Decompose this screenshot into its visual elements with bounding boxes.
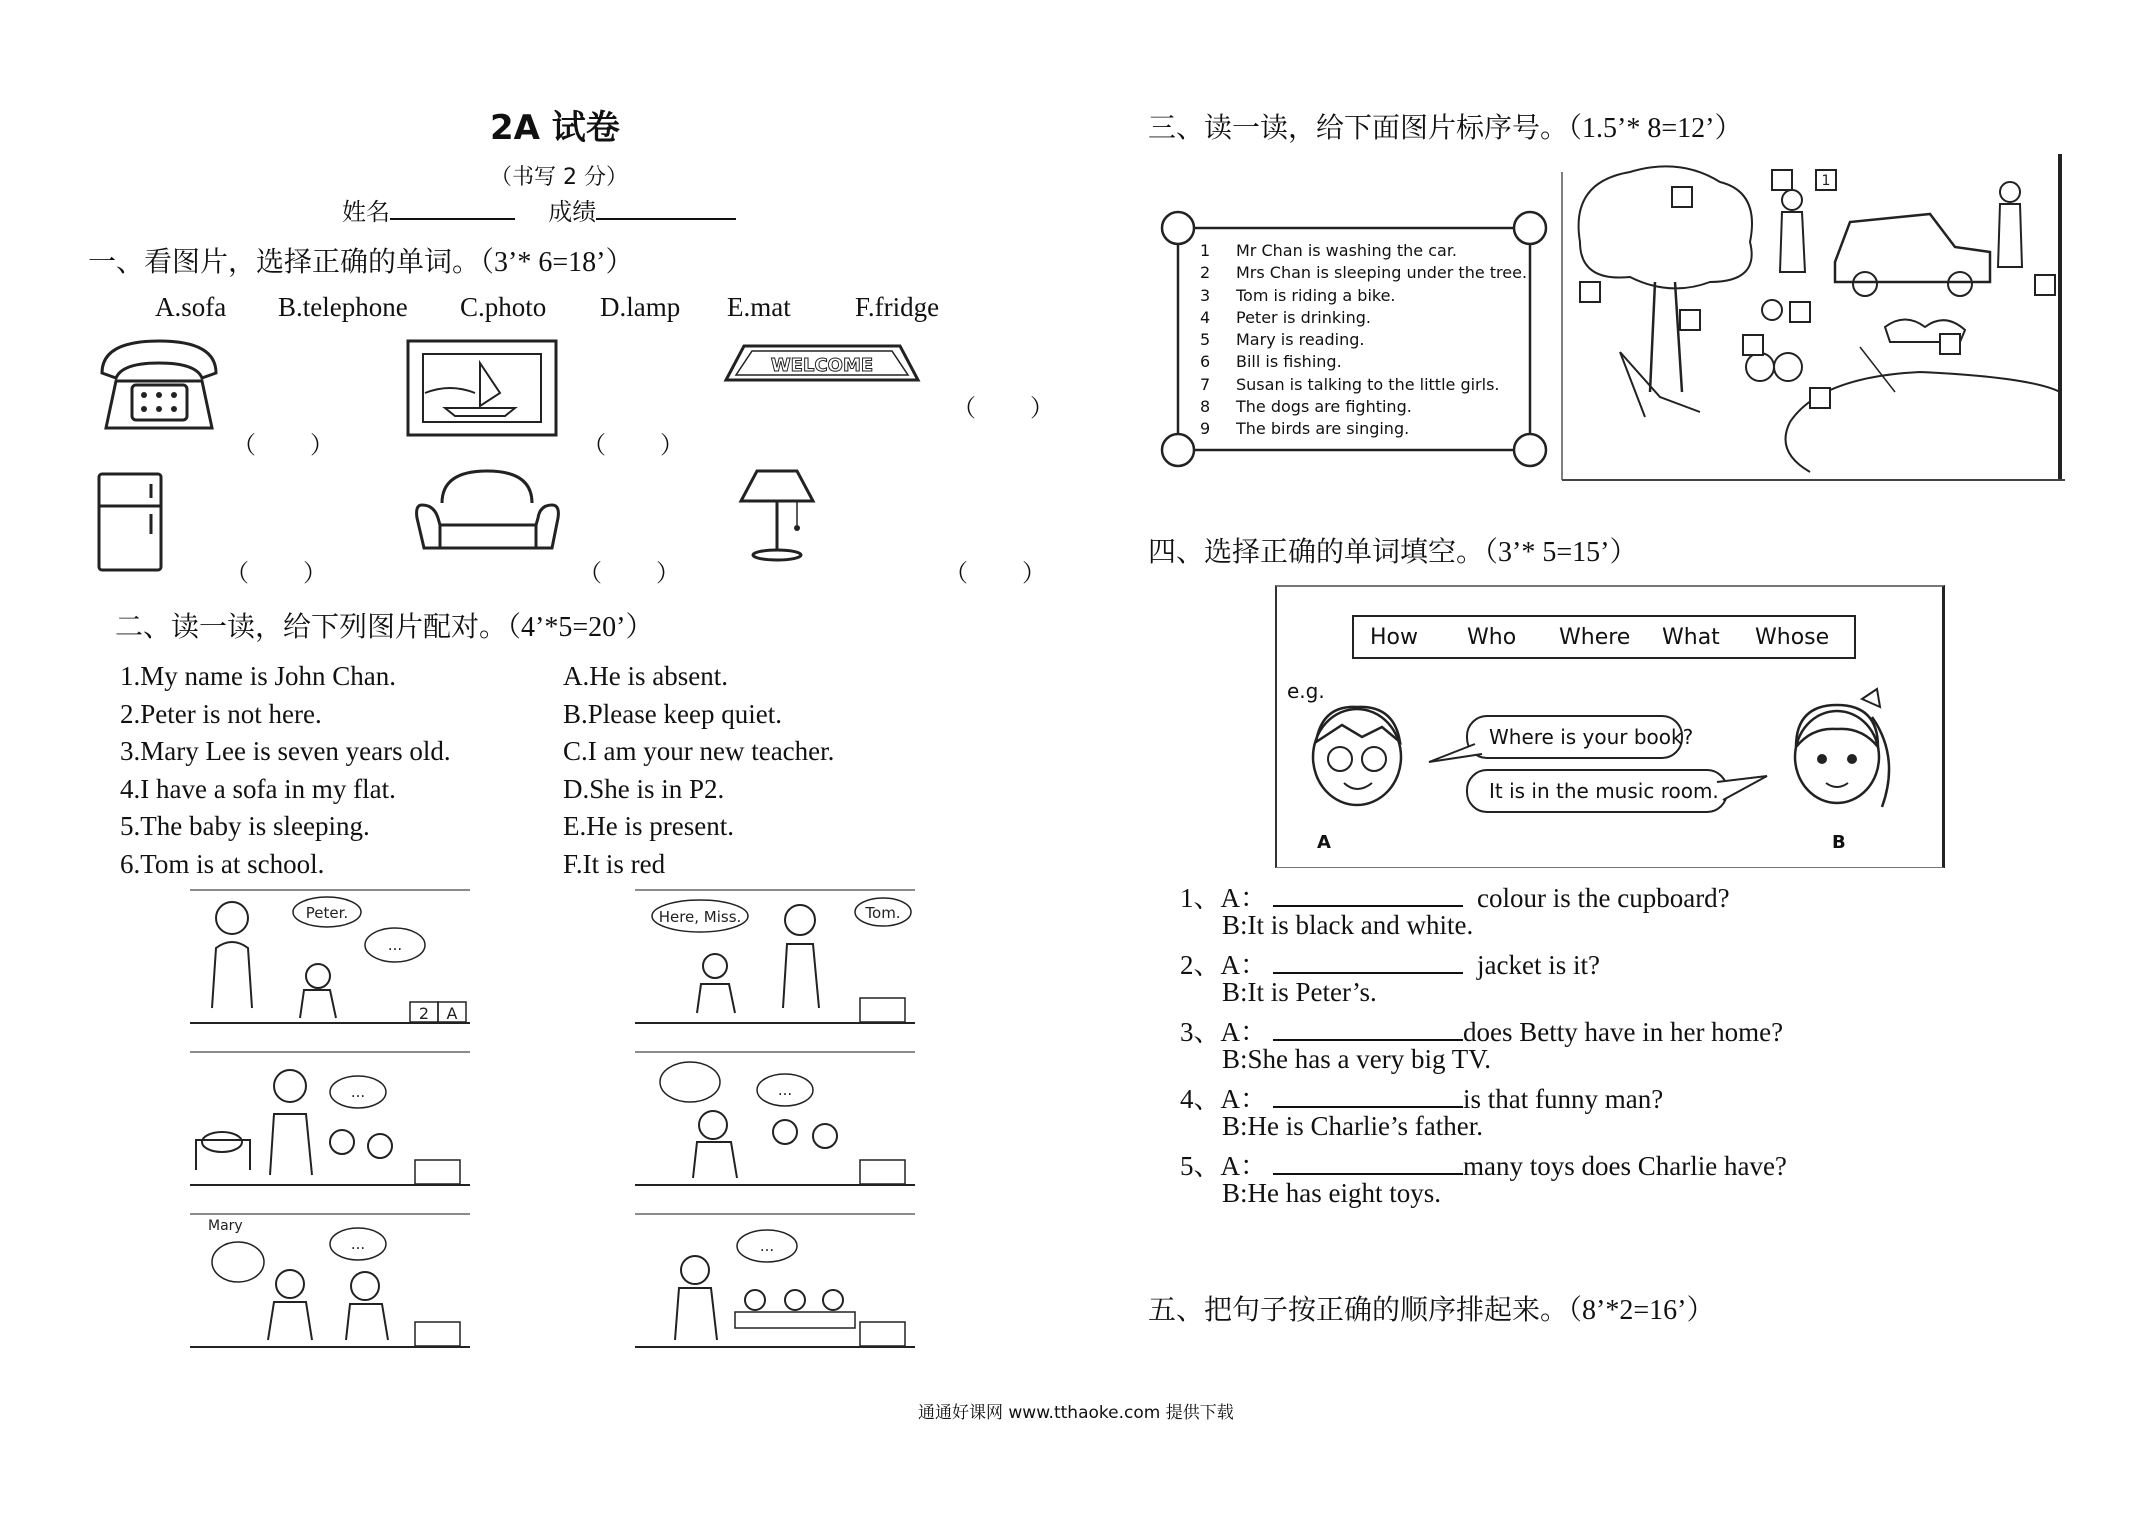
question-num: 5、A： <box>1180 1151 1267 1181</box>
part2-right-list <box>563 658 834 883</box>
part3-sentence-list <box>1200 240 1527 441</box>
bubble-here-miss: Here, Miss. <box>658 908 742 926</box>
board-letter: A <box>446 1004 458 1023</box>
option-photo: C.photo <box>460 292 547 322</box>
answer-paren-1[interactable]: （ ） <box>232 433 336 459</box>
name-label: 姓名 <box>342 198 390 226</box>
answer-paren-3[interactable]: （ ） <box>952 396 1056 422</box>
question-5: 5、A： many toys does Charlie have? <box>1180 1144 1787 1183</box>
part5-heading: 五、把句子按正确的顺序排起来。（8’*2=16’） <box>1148 1295 1715 1326</box>
question-num: 3、A： <box>1180 1017 1267 1047</box>
bubble-question: Where is your book? <box>1489 725 1694 749</box>
word-what: What <box>1662 625 1720 650</box>
answer-4: B:He is Charlie’s father. <box>1222 1111 1483 1141</box>
bubble-dots-6: ... <box>759 1237 775 1255</box>
photo-frame-icon <box>405 338 560 438</box>
example-number: 1 <box>1821 173 1831 189</box>
sentence-5: 5.The baby is sleeping. <box>120 811 370 841</box>
sentence-c: C.I am your new teacher. <box>563 736 835 766</box>
sentence-d: D.She is in P2. <box>563 773 725 804</box>
part2-left-list <box>120 658 451 883</box>
part3-item-8: 8 The dogs are fighting. <box>1200 397 1412 417</box>
option-telephone: B.telephone <box>278 292 408 322</box>
option-lamp: D.lamp <box>600 292 681 322</box>
answer-1: B:It is black and white. <box>1222 910 1474 940</box>
part4-heading: 四、选择正确的单词填空。（3’* 5=15’） <box>1148 537 1638 568</box>
word-where: Where <box>1559 625 1631 650</box>
label-b: B <box>1832 832 1846 853</box>
name-field[interactable] <box>342 192 736 227</box>
question-4: 4、A： is that funny man? <box>1180 1077 1663 1116</box>
question-3: 3、A： does Betty have in her home? <box>1180 1010 1783 1049</box>
sentence-f: F.It is red <box>563 848 666 879</box>
question-1: 1、A： colour is the cupboard? <box>1180 876 1730 915</box>
fill-blank-1[interactable] <box>1273 879 1463 907</box>
answer-paren-5[interactable]: （ ） <box>578 561 682 587</box>
sofa-icon <box>412 463 562 555</box>
sentence-4: 4.I have a sofa in my flat. <box>120 773 396 804</box>
footer-text: 通通好课网 www.tthaoke.com 提供下载 <box>918 1403 1234 1423</box>
page-subtitle: （书写 2 分） <box>490 165 628 190</box>
label-a: A <box>1317 832 1331 853</box>
telephone-icon <box>92 333 227 438</box>
part3-item-1: 1 Mr Chan is washing the car. <box>1200 241 1458 260</box>
sentence-e: E.He is present. <box>563 811 734 841</box>
bubble-dots-3: ... <box>350 1083 366 1101</box>
part2-heading: 二、读一读，给下列图片配对。（4’*5=20’） <box>115 612 654 643</box>
eg-label: e.g. <box>1287 679 1325 703</box>
answer-3: B:She has a very big TV. <box>1222 1044 1491 1074</box>
bubble-dots-1: ... <box>387 936 403 954</box>
bubble-peter: Peter. <box>305 904 349 922</box>
comic-panel-3 <box>190 1050 470 1190</box>
lamp-icon <box>735 465 825 565</box>
welcome-mat-icon <box>722 340 922 390</box>
question-num: 2、A： <box>1180 950 1267 980</box>
part3-item-9: 9 The birds are singing. <box>1200 419 1410 439</box>
comic-panel-1 <box>190 888 470 1028</box>
page-title: 2A 试卷 <box>490 108 620 148</box>
word-who: Who <box>1467 625 1517 650</box>
part1-heading: 一、看图片，选择正确的单词。（3’* 6=18’） <box>88 247 634 278</box>
fridge-icon <box>95 470 167 576</box>
answer-5: B:He has eight toys. <box>1222 1178 1441 1208</box>
fill-blank-5[interactable] <box>1273 1147 1463 1175</box>
part3-heading: 三、读一读，给下面图片标序号。（1.5’* 8=12’） <box>1148 113 1743 144</box>
answer-paren-6[interactable]: （ ） <box>944 561 1048 587</box>
sentence-6: 6.Tom is at school. <box>120 848 325 879</box>
part3-item-6: 6 Bill is fishing. <box>1200 352 1342 372</box>
comic-panel-2 <box>635 888 915 1028</box>
bubble-tom: Tom. <box>865 904 901 922</box>
girl-face-icon <box>1782 687 1902 827</box>
bubble-dots-4: ... <box>777 1081 793 1099</box>
option-fridge: F.fridge <box>855 292 940 322</box>
answer-paren-2[interactable]: （ ） <box>582 433 686 459</box>
label-mary: Mary <box>208 1218 243 1234</box>
fill-blank-4[interactable] <box>1273 1080 1463 1108</box>
part3-item-4: 4 Peter is drinking. <box>1200 307 1371 327</box>
bubble-dots-5: ... <box>350 1235 366 1253</box>
sentence-b: B.Please keep quiet. <box>563 698 782 729</box>
part4-example-panel <box>1275 585 1945 868</box>
boy-face-icon <box>1302 697 1412 827</box>
part3-item-3: 3 Tom is riding a bike. <box>1200 285 1396 305</box>
sentence-a: A.He is absent. <box>563 661 728 691</box>
fill-blank-3[interactable] <box>1273 1013 1463 1041</box>
part3-item-5: 5 Mary is reading. <box>1200 330 1365 350</box>
bubble-answer: It is in the music room. <box>1489 779 1719 803</box>
comic-panel-4 <box>635 1050 915 1190</box>
part3-item-2: 2 Mrs Chan is sleeping under the tree. <box>1200 263 1528 283</box>
question-2: 2、A： jacket is it? <box>1180 943 1600 982</box>
comic-panel-5 <box>190 1212 470 1352</box>
question-num: 1、A： <box>1180 883 1267 913</box>
word-whose: Whose <box>1755 625 1830 650</box>
fill-blank-2[interactable] <box>1273 946 1463 974</box>
mat-text: WELCOME <box>770 355 874 376</box>
answer-2: B:It is Peter’s. <box>1222 977 1377 1007</box>
name-blank[interactable] <box>390 194 515 220</box>
word-how: How <box>1370 625 1418 650</box>
option-sofa: A.sofa <box>155 292 227 322</box>
sentence-1: 1.My name is John Chan. <box>120 661 396 691</box>
board-number: 2 <box>418 1004 430 1023</box>
score-label: 成绩 <box>548 198 597 226</box>
part3-item-7: 7 Susan is talking to the little girls. <box>1200 374 1500 394</box>
sentence-2: 2.Peter is not here. <box>120 698 322 729</box>
park-scene-picture <box>1560 152 2070 482</box>
answer-paren-4[interactable]: （ ） <box>225 561 329 587</box>
comic-panel-6 <box>635 1212 915 1352</box>
question-num: 4、A： <box>1180 1084 1267 1114</box>
sentence-3: 3.Mary Lee is seven years old. <box>120 736 451 766</box>
score-blank[interactable] <box>596 194 736 220</box>
option-mat: E.mat <box>727 292 791 322</box>
